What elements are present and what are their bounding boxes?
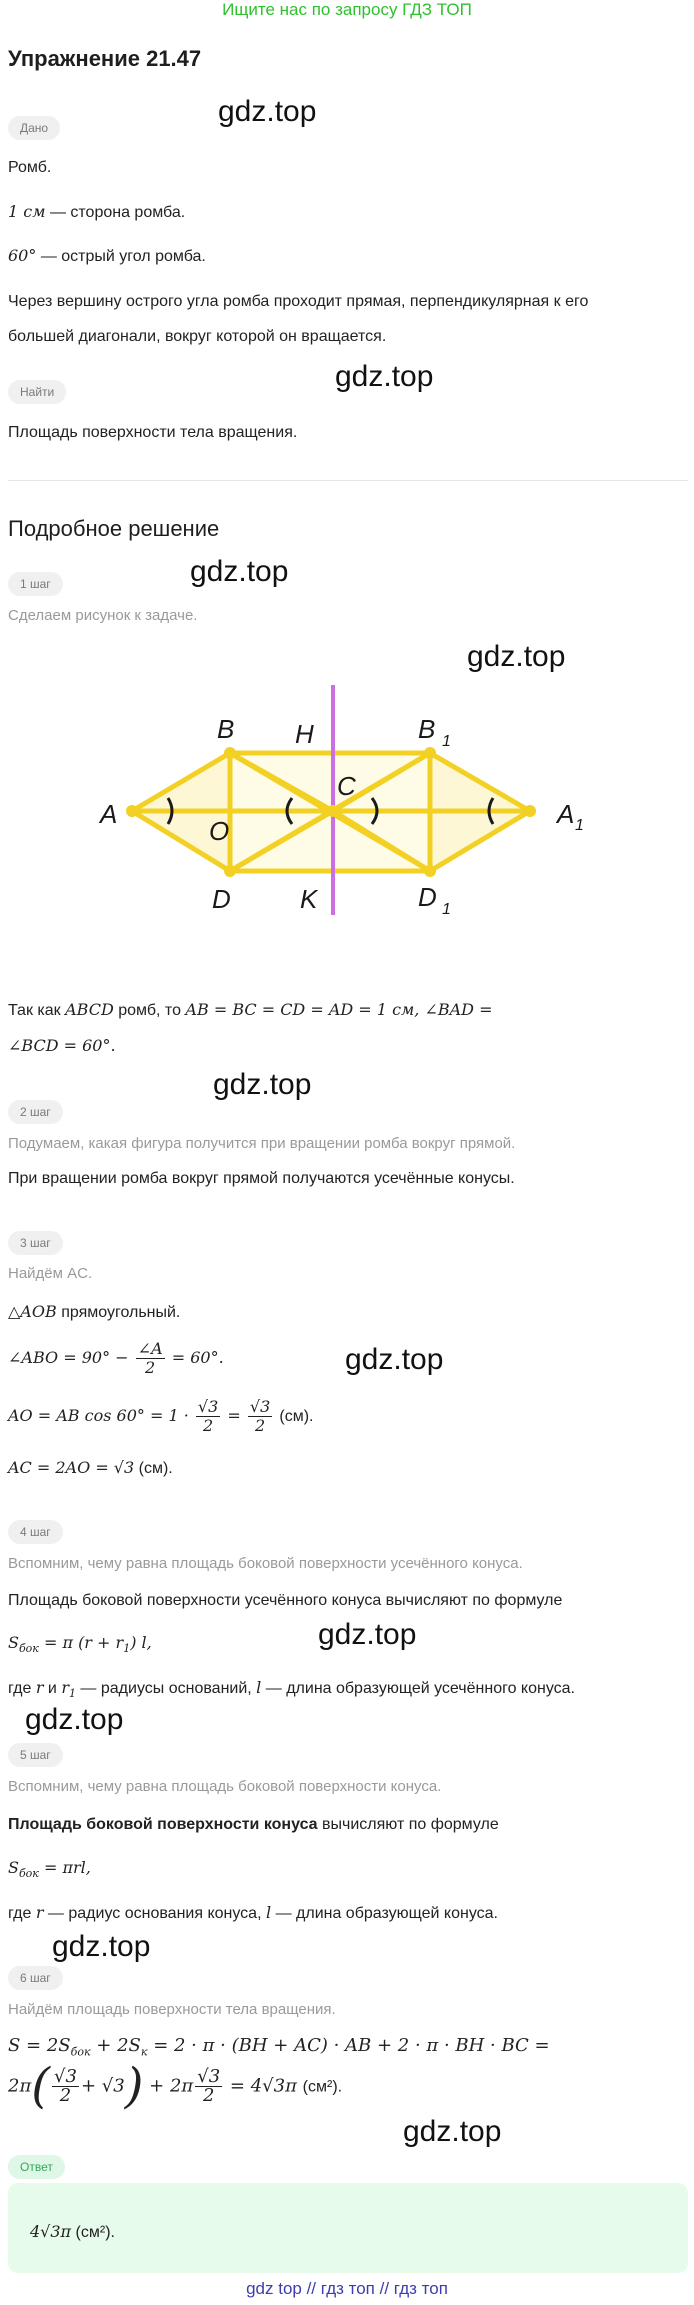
watermark: gdz.top: [218, 95, 317, 128]
step-hint: Вспомним, чему равна площадь боковой поверхности усечённого конуса.: [8, 1555, 523, 1572]
label-b1: B: [418, 714, 436, 744]
step3-angle-abo: ∠ABO = 90° − $\frac{\angle A}{2}$ = 60°.: [8, 1339, 224, 1377]
watermark: gdz.top: [190, 555, 289, 588]
side-value: 1 см: [8, 202, 46, 221]
step-hint: Вспомним, чему равна площадь боковой поверхности конуса.: [8, 1778, 442, 1795]
label-d1: D: [418, 882, 437, 912]
watermark: gdz.top: [318, 1618, 417, 1651]
step-label: 4 шаг: [8, 1520, 63, 1544]
watermark: gdz.top: [213, 1068, 312, 1101]
step-hint: Сделаем рисунок к задаче.: [8, 607, 198, 624]
footer-links[interactable]: gdz top // гдз топ // гдз топ: [246, 2279, 448, 2298]
step4-formula: $S_{бок} = \pi$ $(r + r_1)$ l,: [8, 1633, 152, 1656]
step4-where: где r и $r_1$ — радиусы оснований, l — длина образующей усечённого конуса.: [8, 1678, 575, 1701]
watermark: gdz.top: [403, 2115, 502, 2148]
step-label: 2 шаг: [8, 1100, 63, 1124]
label-o: O: [209, 816, 230, 846]
label-a1-sub: 1: [575, 817, 584, 834]
given-item-line2: большей диагонали, вокруг которой он вращается.: [8, 328, 387, 345]
step-label: 6 шаг: [8, 1966, 63, 1990]
watermark: gdz.top: [335, 360, 434, 393]
solution-title: Подробное решение: [8, 516, 220, 541]
label-a: A: [100, 799, 118, 829]
step3-ao: AO = AB cos 60° = 1 · $\frac{√3}{2}$ = $\frac{√3}{2}$ (см).: [8, 1397, 314, 1435]
exercise-title: Упражнение 21.47: [8, 46, 202, 71]
given-item-rhombus: Ромб.: [8, 159, 52, 176]
watermark: gdz.top: [467, 640, 566, 673]
label-h: H: [295, 719, 314, 749]
answer-label: Ответ: [8, 2155, 65, 2179]
step3-aob: △AOB прямоугольный.: [8, 1302, 181, 1321]
given-item-angle: 60° — острый угол ромба.: [8, 246, 206, 265]
step6-line2: 2π( $\frac{√3}{2}$ + √3) + 2π $\frac{√3}{2}$ = 4√3π (см²).: [8, 2058, 343, 2114]
step1-line1: Так как ABCD ромб, то AB = BC = CD = AD = 1 см, ∠BAD =: [8, 1000, 493, 1019]
label-k: K: [300, 884, 318, 914]
answer-value: 4√3π (см²).: [30, 2222, 115, 2241]
find-label: Найти: [8, 380, 66, 404]
step-label: 1 шаг: [8, 572, 63, 596]
step-hint: Найдём площадь поверхности тела вращения.: [8, 2001, 336, 2018]
step5-text: Площадь боковой поверхности конуса вычисляют по формуле: [8, 1816, 499, 1833]
step5-formula: $S_{бок} = \pi rl$,: [8, 1858, 91, 1881]
step3-ac: AC = 2AO = √3 (см).: [8, 1458, 173, 1477]
step6-line1: $S = 2S_{бок} + 2S_к = 2 \cdot \pi \cdot (BH + AC)$ · AB + 2 · π · BH · BC =: [8, 2035, 550, 2059]
find-text: Площадь поверхности тела вращения.: [8, 424, 298, 441]
step-hint: Найдём AC.: [8, 1265, 93, 1282]
label-b: B: [217, 714, 235, 744]
label-d1-sub: 1: [442, 901, 451, 918]
step-label: 3 шаг: [8, 1231, 63, 1255]
step-label: 5 шаг: [8, 1743, 63, 1767]
given-item-line1: Через вершину острого угла ромба проходит прямая, перпендикулярная к его: [8, 293, 589, 310]
divider: [8, 480, 688, 481]
angle-value: 60°: [8, 246, 37, 265]
step-hint: Подумаем, какая фигура получится при вращении ромба вокруг прямой.: [8, 1135, 516, 1152]
watermark: gdz.top: [345, 1343, 444, 1376]
step5-where: где r — радиус основания конуса, l — длина образующей конуса.: [8, 1903, 498, 1922]
label-d: D: [212, 884, 231, 914]
top-banner: Ищите нас по запросу ГДЗ ТОП: [222, 0, 472, 19]
label-c: C: [337, 771, 356, 801]
watermark: gdz.top: [25, 1703, 124, 1736]
label-b1-sub: 1: [442, 733, 451, 750]
label-a1: A: [557, 799, 575, 829]
step4-text: Площадь боковой поверхности усечённого конуса вычисляют по формуле: [8, 1592, 563, 1609]
step1-line2: ∠BCD = 60°.: [8, 1036, 116, 1055]
step2-text: При вращении ромба вокруг прямой получаются усечённые конусы.: [8, 1170, 515, 1187]
given-item-side: 1 см — сторона ромба.: [8, 202, 186, 221]
given-label: Дано: [8, 116, 60, 140]
watermark: gdz.top: [52, 1930, 151, 1963]
rhombus-figure: [80, 680, 620, 920]
